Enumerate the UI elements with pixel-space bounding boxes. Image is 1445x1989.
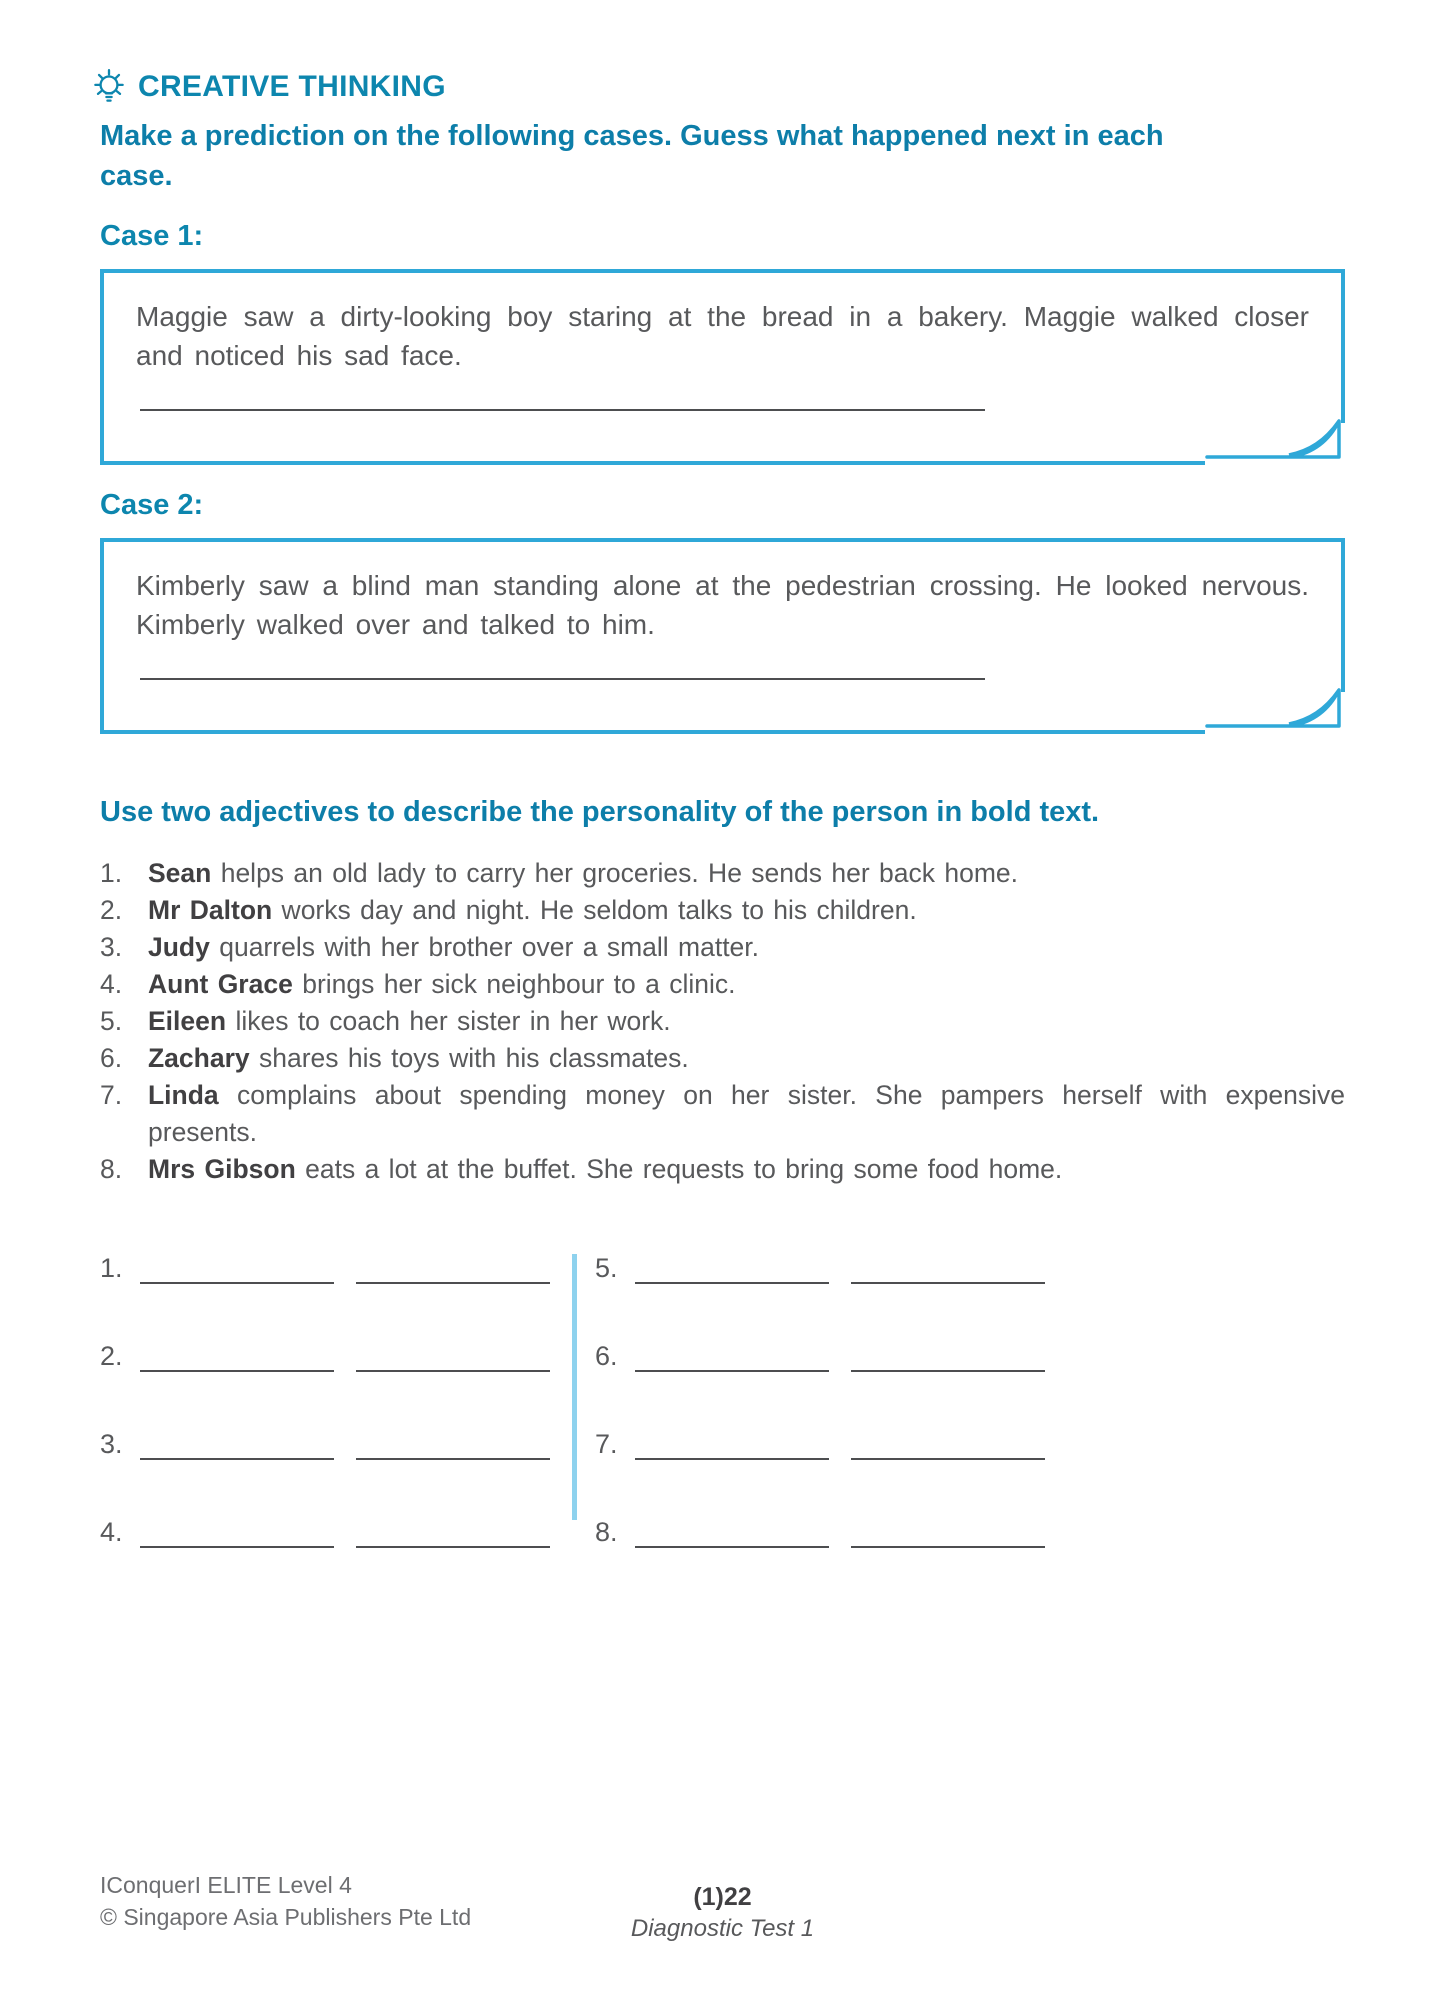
case-1-answer-blank[interactable] (140, 409, 985, 411)
list-item (100, 1077, 1345, 1151)
answer-column-left (100, 1250, 562, 1548)
item-text (148, 1077, 1345, 1151)
answer-row (595, 1338, 1047, 1372)
answer-row (595, 1426, 1047, 1460)
footer-page-number: (1)22 (693, 1883, 752, 1911)
answer-blank-1[interactable] (635, 1338, 829, 1372)
item-sentence: complains about spending money on her sister. She pampers herself with expensive presents. (148, 1080, 1345, 1147)
case-1-label: Case 1: (100, 220, 204, 252)
lightbulb-icon (88, 66, 130, 108)
person-name: Mr Dalton (148, 895, 273, 925)
item-text (148, 966, 1345, 1003)
answer-blank-2[interactable] (356, 1250, 550, 1284)
case-2-answer-blank[interactable] (140, 678, 985, 680)
main-instruction: Make a prediction on the following cases. Guess what happened next in each case. (100, 120, 1164, 192)
answer-blank-2[interactable] (356, 1426, 550, 1460)
person-name: Mrs Gibson (148, 1154, 296, 1184)
answer-blank-1[interactable] (140, 1250, 334, 1284)
answer-blank-1[interactable] (140, 1338, 334, 1372)
answer-column-right (595, 1250, 1047, 1548)
item-sentence: shares his toys with his classmates. (249, 1043, 689, 1073)
person-name: Judy (148, 932, 210, 962)
list-item (100, 1151, 1345, 1188)
answer-blank-1[interactable] (635, 1250, 829, 1284)
item-text (148, 855, 1345, 892)
answer-blank-1[interactable] (635, 1514, 829, 1548)
case-2-text: Kimberly saw a blind man standing alone at the pedestrian crossing. He looked nervous. Kimberly walked over and talked to him. (136, 570, 1309, 640)
footer-copyright: © Singapore Asia Publishers Pte Ltd (100, 1904, 472, 1930)
answer-blank-2[interactable] (851, 1426, 1045, 1460)
column-divider (572, 1254, 577, 1520)
case-1-box (100, 269, 1345, 465)
answer-number: 1. (100, 1253, 123, 1283)
answer-blank-2[interactable] (851, 1250, 1045, 1284)
item-number: 6. (100, 1043, 123, 1073)
item-number: 1. (100, 858, 123, 888)
list-item (100, 892, 1345, 929)
answer-row (100, 1514, 562, 1548)
item-number: 7. (100, 1080, 123, 1110)
answer-number: 7. (595, 1429, 618, 1459)
item-number: 5. (100, 1006, 123, 1036)
item-sentence: works day and night. He seldom talks to his children. (272, 895, 917, 925)
item-sentence: eats a lot at the buffet. She requests to bring some food home. (295, 1154, 1063, 1184)
item-sentence: brings her sick neighbour to a clinic. (292, 969, 736, 999)
answer-number: 8. (595, 1517, 618, 1547)
list-item (100, 929, 1345, 966)
footer-test-name: Diagnostic Test 1 (630, 1915, 815, 1942)
answer-blank-1[interactable] (635, 1426, 829, 1460)
item-text (148, 1151, 1345, 1188)
list-item (100, 966, 1345, 1003)
case-1-text: Maggie saw a dirty-looking boy staring at the bread in a bakery. Maggie walked closer and noticed his sad face. (136, 301, 1309, 371)
answer-number: 6. (595, 1341, 618, 1371)
answer-blank-2[interactable] (356, 1338, 550, 1372)
item-sentence: helps an old lady to carry her groceries. He sends her back home. (211, 858, 1019, 888)
item-text (148, 1003, 1345, 1040)
list-item (100, 1040, 1345, 1077)
case-2-box (100, 538, 1345, 734)
item-sentence: likes to coach her sister in her work. (226, 1006, 671, 1036)
person-name: Zachary (148, 1043, 250, 1073)
page-curl-icon (1205, 405, 1345, 465)
answer-row (595, 1514, 1047, 1548)
sentence-list (100, 855, 1345, 1188)
page-curl-icon (1205, 674, 1345, 734)
answer-blank-1[interactable] (140, 1514, 334, 1548)
answer-grid (100, 1250, 1345, 1548)
answer-blank-2[interactable] (851, 1338, 1045, 1372)
list-item (100, 1003, 1345, 1040)
item-text (148, 1040, 1345, 1077)
answer-blank-2[interactable] (851, 1514, 1045, 1548)
item-number: 8. (100, 1154, 123, 1184)
footer-center (631, 1883, 814, 1943)
person-name: Aunt Grace (148, 969, 293, 999)
item-text (148, 929, 1345, 966)
adjectives-instruction: Use two adjectives to describe the personality of the person in bold text. (100, 796, 1100, 828)
answer-blank-1[interactable] (140, 1426, 334, 1460)
answer-number: 4. (100, 1517, 123, 1547)
answer-row (595, 1250, 1047, 1284)
footer-left (100, 1869, 471, 1933)
case-2-label: Case 2: (100, 489, 204, 521)
person-name: Linda (148, 1080, 219, 1110)
answer-number: 3. (100, 1429, 123, 1459)
item-number: 4. (100, 969, 123, 999)
answer-row (100, 1426, 562, 1460)
footer-series: IConquerI ELITE Level 4 (100, 1872, 352, 1898)
item-number: 2. (100, 895, 123, 925)
item-sentence: quarrels with her brother over a small matter. (209, 932, 760, 962)
page-title: CREATIVE THINKING (138, 70, 446, 103)
answer-row (100, 1338, 562, 1372)
answer-blank-2[interactable] (356, 1514, 550, 1548)
list-item (100, 855, 1345, 892)
section-header (100, 66, 1345, 108)
answer-number: 2. (100, 1341, 123, 1371)
person-name: Eileen (148, 1006, 227, 1036)
item-text (148, 892, 1345, 929)
person-name: Sean (148, 858, 212, 888)
answer-row (100, 1250, 562, 1284)
item-number: 3. (100, 932, 123, 962)
answer-number: 5. (595, 1253, 618, 1283)
